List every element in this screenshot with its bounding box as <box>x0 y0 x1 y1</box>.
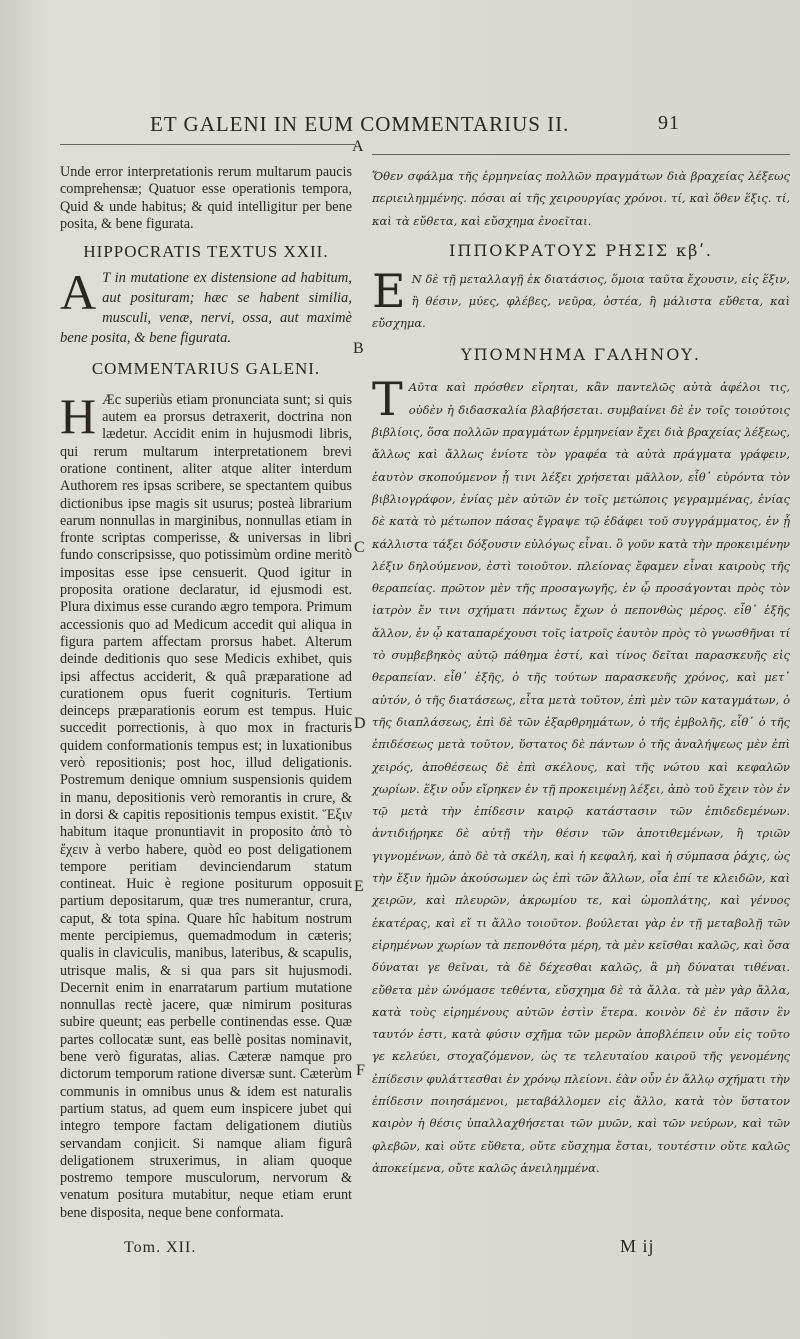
margin-marker-a: A <box>352 138 364 155</box>
latin-aphorism <box>60 264 352 348</box>
greek-commentary-heading: ΥΠΟΜΝΗΜΑ ΓΑΛΗΝΟΥ. <box>461 345 701 365</box>
greek-commentary-text: Αῦτα καὶ πρόσθεν εἴρηται, κἂν παντελῶς αὐτὰ ἀφέλοι τις, οὐδὲν ἡ διδασκαλία βλαβήσεται. συμβαίνει δὲ ἐν τοῖς τοιούτοις βιβλίοις, ὅσα πολλῶν πραγμάτων ἑρμηνείαν ἔχει διὰ βραχείας λέξεως, ἄλλως καὶ ἄλλως ἐνίοτε τὸν γραφέα τὰ αὐτὰ πράγματα γράφειν, ἑαυτὸν σκοπούμενον ᾗ τινι λέξει χρήσεται μᾶλλον, εἶθ᾽ εὑρόντα τὸν βιβλιογράφον, ἐνίας μὲν αὐτῶν ἐν τοῖς μετώποις γεγραμμένας, ἐνίας δὲ κατὰ τὸ μέτωπον πάσας ἔγραψε τῷ ἐδάφει τοῦ συγγράμματος, ἐν ᾗ κάλλιστα τάξει δόξουσιν εὐλόγως εἶναι. ὃ γοῦν κατὰ τὴν προκειμένην λέξιν δηλούμενον, ἐστὶ τοιοῦτον. πλείονας ἔφαμεν εἶναι καιροὺς τῆς θεραπείας. πρῶτον μὲν τῆς προσαγωγῆς, ἐν ᾧ προσάγονται πρὸς τὸν ἰατρὸν ἔν τινι σχήματι πάντως ἔχων ὁ πεπονθὼς μέρος. εἶθ᾽ ἑξῆς ἄλλον, ἐν ᾧ καταπαρέχουσι τοῖς ἰατροῖς ἑαυτὸν πρὸς τὸ γνωσθῆναι τί τὸ συμβεβηκὸς αὐτῷ πάθημα ἐστί, καὶ τίνος δεῖται παρασκευῆς εἰς θεραπείαν. εἶθ᾽ ἑξῆς, ὁ τῆς τούτων παρασκευῆς χρόνος, καὶ μετ᾽ αὐτόν, ὁ τῆς διατάσεως, εἶτα μετὰ τοῦτον, ἐπὶ μὲν τῶν καταγμάτων, ὁ τῆς διαπλάσεως, ἐπὶ δὲ τῶν ἐξαρθρημάτων, ὁ τῆς ἐμβολῆς, εἶθ᾽ ὁ τῆς ἐπιδέσεως μετὰ τοῦτον, ὕστατος δὲ πάντων ὁ τῆς ἀναλήψεως μὲν ἐπὶ χειρός, ἀποθέσεως δὲ ἐπὶ σκέλους, καὶ τῆς νώτου καὶ κεφαλῶν χωρίων. ἕξιν οὖν εἴρηκεν ἐν τῇ προκειμένῃ λέξει, ἀπὸ τοῦ ἔχειν τὸν ἐν τῷ μετὰ τὴν ἐπίδεσιν καιρῷ κατάστασιν τῶν ἐπιδεδεμένων. ἀντιδιῄρηκε δὲ αὐτῇ τὴν θέσιν τῶν ἀποτιθεμένων, ἢ τριῶν γιγνομένων, ἀπὸ δὲ τὰ σκέλη, καὶ ἡ κεφαλή, καὶ ἡ σύμπασα ῥάχις, ὡς τὴν ἕξιν ἡμῶν ἀκούσωμεν ὡς ἐπὶ τῶν ἄλλων, οἷα ἐπί τε κλειδῶν, καὶ χειρῶν, καὶ πλευρῶν, ἀκρωμίου τε, καὶ ὠμοπλάτης, καὶ γένυος ἑκατέρας, καὶ εἴ τι ἄλλο τοιοῦτον. βούλεται γὰρ ἐν τῇ μεταβολῇ τῶν εἰρημένων χωρίων τὰ πεπονθότα μέρη, τὰ μὲν κεῖσθαι καλῶς, καὶ ὅσα δύναται γε θεῖναι, τὰ δὲ δέχεσθαι καλῶς, ἃ μὴ δύναται τιθέναι. εὔθετα μὲν ὠνόμασε τεθέντα, εὔσχημα δὲ τὰ ἄλλα. τὰ μὲν γὰρ ἄλλα, κατὰ τοὺς εἰρημένους αὐτῶν ἐστὶν ἕτερα. κοινὸν δὲ ἐν πᾶσιν ἓν ταυτόν ἐστι, κατὰ φύσιν σχῆμα τῶν μερῶν ἀποβλέπειν οὖν εἰς τοῦτο γε κελεύει, στοχαζόμενον, ὡς τε τελευταίου καιροῦ τῆς γενομένης ἐπίδεσιν φυλάττεσθαι ἐν χρόνῳ πλείονι. ἐὰν οὖν ἐν ἄλλῳ σχήματι τὴν ἐπίδεσιν ποιησάμενοι, μεταβάλλομεν εἰς ἄλλο, κατὰ τὸν ὕστατον καιρὸν ἡ θέσις ὑπαλλαχθήσεται τῶν μυῶν, καὶ τῶν νεύρων, καὶ τῶν φλεβῶν, καὶ οὔτε εὔθετα, οὔτε εὔσχημα ἔσται, τουτέστιν οὔτε καλῶς ἀποκείμενα, οὔτε καλῶς ἀνειλημμένα. <box>372 380 790 1175</box>
header-rule-left <box>60 144 355 145</box>
latin-aphorism-text: T in mutatione ex distensione ad habitum, aut posituram; hæc se habent similia, musculi, venæ, nervi, ossa, aut maximè bene posita, & bene figurata. <box>60 270 352 347</box>
greek-aphorism-dropcap: Ε <box>372 264 406 319</box>
greek-summary: Ὅθεν σφάλμα τῆς ἑρμηνείας πολλῶν πραγμάτων διὰ βραχείας λέξεως περιειλημμένης. πόσαι αἱ τῆς χειρουργίας χρόνοι. τί, καὶ ὅθεν ἕξις. τί, καὶ τὰ εὔθετα, καὶ εὔσχημα ἐνοεῖται. <box>372 169 790 228</box>
latin-commentary <box>60 387 352 1222</box>
margin-marker-c: C <box>354 539 365 556</box>
volume-label: Tom. XII. <box>124 1239 197 1256</box>
margin-marker-d: D <box>354 715 366 732</box>
latin-commentary-heading: COMMENTARIUS GALENI. <box>91 359 321 379</box>
greek-text-heading: ΙΠΠΟΚΡΑΤΟΥΣ ΡΗΣΙΣ κβʹ. <box>449 240 713 260</box>
greek-aphorism-text: Ν δὲ τῇ μεταλλαγῇ ἐκ διατάσιος, ὅμοια ταῦτα ἔχουσιν, εἰς ἕξιν, ἢ θέσιν, μύες, φλέβες, νεῦρα, ὀστέα, ἢ μάλιστα εὔθετα, καὶ εὔσχημα. <box>372 272 790 331</box>
greek-commentary <box>372 372 790 1179</box>
latin-column <box>60 160 352 1222</box>
latin-commentary-text: Æc superiùs etiam pronunciata sunt; si quis autem ea prorsus detraxerit, doctrina non lædetur. Accidit enim in hujusmodi libris, qui rerum multarum interpretationem brevi oratione continent, aliter atque aliter interdum Authorem res ipsas scribere, se spectantem quibus dictionibus ipse magis sit usurus; posteà librarium earum nonnullas in marginibus, nonnullas etiam in fronte scriptas comperisse, & universas in libri fundo conscripsisse, quo potissimùm ordine meritò impositas esse ipse censuerit. Quod igitur in proposita oratione declaratur, id ejusmodi est. Plura diximus esse curando ægro tempora. Primum accessionis quo ad Medicum accedit qui aliqua in figura partem affectam prorsus habet. Alterum deinde deditionis quo sese Medicis exhibet, quis ipsi affectus acciderit, & quâ præparatione ad curationem opus fuerit cognituris. Tertium deinceps præparationis eorum est tempus. Huic succedit porrectionis, à quo mox in fracturis quidem conformationis tempus est; in luxationibus verò repositionis; post hoc, illud deligationis. Postremum denique omnium suspensionis quidem in manu, depositionis verò remorantis in crure, & in dorsi & capitis repositionis tempus existit. Ἕξιν habitum itaque pronuntiavit in proposito ἀπὸ τὸ ἔχειν à verbo habere, quòd eo post deligationem tempore peritiam devinciendarum statum contineat. Huic è regione positurum opposuit partium depositarum, quæ tres numerantur, crura, caput, & tota spina. Quare hîc habitum nostrum mente percipiemus, quemadmodum in cæteris; qualis in claviculis, manibus, lateribus, & scapulis, utrisque malis, & si qua pars sit hujusmodi. Decernit enim in enarratarum partium mutatione nonnullas rectè jacere, quæ nimirum posituras subire queunt; eas perbelle continendas esse. Quæ partes collocatæ sunt, eas bellè positas nominavit, bene verò figuratas, alias. Cæteræ namque pro dictorum temporum ratione diversæ sunt. Cæterùm communis in omnibus unus & idem est naturalis partium status, ad quem eum inspicere jubet qui integro tempore factam deligationem diutiùs servandam conjicit. Si namque aliam figurâ deligationem struxerimus, in aliam quoque postremo tempore musculorum, nervorum & venatum positura mutabitur, neque etiam erunt bene disposita, neque bene conformata. <box>60 391 352 1221</box>
running-title: ET GALENI IN EUM COMMENTARIUS II. <box>150 112 570 136</box>
latin-summary: Unde error interpretationis rerum multarum paucis comprehensæ; Quatuor esse operationis tempora, Quid & unde habitus; & quid intelligitur per bene posita, & bene figurata. <box>60 164 352 232</box>
margin-marker-e: E <box>354 878 364 895</box>
page-number: 91 <box>658 112 680 134</box>
signature-mark: M ij <box>620 1236 655 1256</box>
margin-marker-b: B <box>353 340 364 357</box>
latin-text-heading: HIPPOCRATIS TEXTUS XXII. <box>83 242 329 262</box>
greek-column <box>372 165 790 1179</box>
latin-aphorism-dropcap: A <box>60 264 97 321</box>
greek-aphorism <box>372 264 790 334</box>
header-rule-right <box>372 154 790 155</box>
greek-commentary-dropcap: Τ <box>372 372 403 427</box>
latin-commentary-dropcap: H <box>60 387 97 444</box>
margin-marker-f: F <box>356 1062 365 1079</box>
